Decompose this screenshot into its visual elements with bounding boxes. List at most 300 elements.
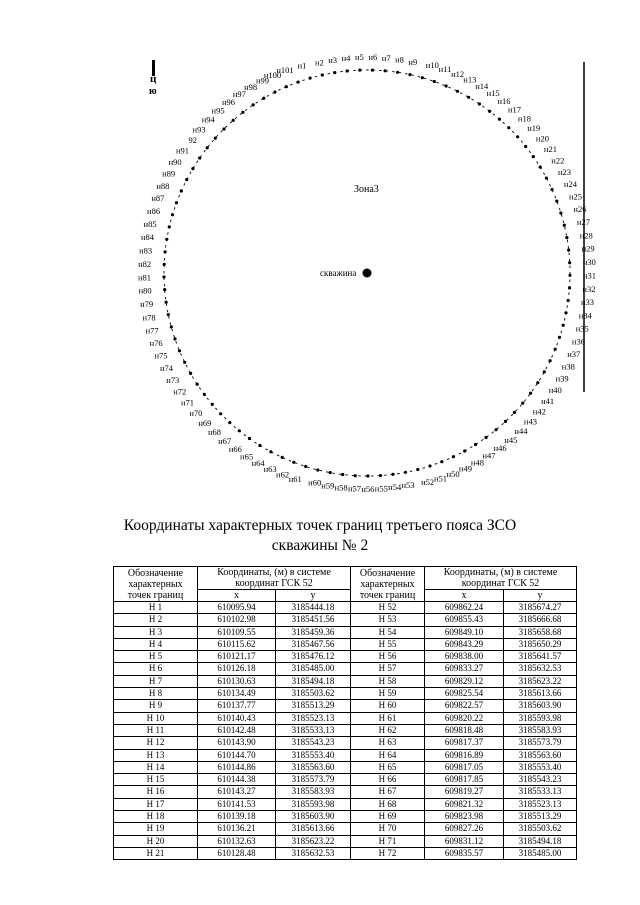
table-cell: 610115.62 (198, 638, 276, 650)
table-cell: 609829.12 (425, 675, 504, 687)
boundary-point-label: н27 (576, 217, 590, 228)
boundary-point (163, 263, 166, 266)
table-cell: Н 16 (114, 786, 198, 798)
table-cell: 609835.57 (425, 847, 504, 859)
boundary-point-label: н78 (142, 312, 156, 323)
boundary-point (170, 325, 173, 328)
boundary-point (285, 85, 288, 88)
table-cell: Н 58 (351, 675, 425, 687)
boundary-point-label: н70 (189, 407, 203, 418)
boundary-point (504, 420, 507, 423)
table-cell: 610144.86 (198, 761, 276, 773)
boundary-point (175, 201, 178, 204)
boundary-point-label: н59 (321, 480, 335, 491)
boundary-point-label: н95 (211, 105, 225, 116)
table-cell: Н 72 (351, 847, 425, 859)
boundary-point-label: н89 (162, 168, 176, 179)
boundary-point (241, 111, 244, 114)
table-row (114, 798, 577, 810)
table-cell: 3185513.29 (504, 811, 577, 823)
boundary-point (297, 81, 300, 84)
boundary-point-label: н19 (527, 123, 541, 134)
boundary-point (262, 97, 265, 100)
table-cell: 3185593.98 (276, 798, 351, 810)
boundary-point (549, 359, 552, 362)
table-cell: 3185583.93 (276, 786, 351, 798)
table-cell: 610121.17 (198, 651, 276, 663)
table-cell: 3185451.56 (276, 614, 351, 626)
boundary-point (408, 73, 411, 76)
table-cell: Н 15 (114, 774, 198, 786)
boundary-point (558, 336, 561, 339)
table-cell: 3185485.00 (504, 847, 577, 859)
table-row (114, 663, 577, 675)
table-cell: 610136.21 (198, 823, 276, 835)
boundary-point (568, 261, 571, 264)
table-cell: 609818.48 (425, 724, 504, 736)
boundary-point (550, 188, 553, 191)
boundary-point (333, 71, 336, 74)
table-cell: 609822.57 (425, 700, 504, 712)
table-cell: 610134.49 (198, 688, 276, 700)
table-row (114, 614, 577, 626)
table-cell: 3185513.29 (276, 700, 351, 712)
table-cell: Н 10 (114, 712, 198, 724)
boundary-point-label: н98 (244, 82, 258, 92)
table-cell: Н 13 (114, 749, 198, 761)
boundary-point (507, 126, 510, 129)
table-cell: Н 61 (351, 712, 425, 724)
boundary-point (178, 349, 181, 352)
col-header-y: y (276, 590, 351, 602)
boundary-point (206, 146, 209, 149)
boundary-point (269, 450, 272, 453)
table-row (114, 626, 577, 638)
boundary-point (567, 299, 570, 302)
col-header-designation-2: Обозначение характерных точек границ (351, 567, 425, 602)
boundary-point (404, 471, 407, 474)
boundary-point-label: н1 (297, 60, 307, 71)
table-row (114, 638, 577, 650)
boundary-point-label: н25 (569, 191, 583, 202)
table-cell: 3185632.53 (276, 847, 351, 859)
table-cell: Н 62 (351, 724, 425, 736)
boundary-point (196, 383, 199, 386)
boundary-point (165, 238, 168, 241)
boundary-point-label: н8 (395, 54, 404, 65)
boundary-point (396, 71, 399, 74)
table-cell: Н 1 (114, 602, 198, 614)
table-row (114, 749, 577, 761)
boundary-point-label: н15 (486, 88, 500, 99)
boundary-point-label: н9 (408, 56, 418, 67)
table-row (114, 675, 577, 687)
table-cell: Н 59 (351, 688, 425, 700)
boundary-point (168, 225, 171, 228)
table-cell: 3185494.18 (504, 835, 577, 847)
boundary-point (484, 436, 487, 439)
table-cell: Н 65 (351, 761, 425, 773)
boundary-point-label: н74 (159, 363, 173, 373)
boundary-point-label: н18 (517, 113, 531, 124)
table-row (114, 688, 577, 700)
boundary-point-label: н3 (328, 54, 338, 65)
boundary-point-label: н77 (145, 325, 159, 336)
boundary-point-label: н69 (198, 417, 212, 428)
boundary-point-label: н4 (341, 53, 351, 63)
table-row (114, 835, 577, 847)
boundary-point (498, 118, 501, 121)
table-cell: 3185650.29 (504, 638, 577, 650)
well-label: скважина (320, 268, 357, 278)
boundary-point (329, 471, 332, 474)
boundary-point-label: н5 (354, 52, 364, 63)
table-row (114, 786, 577, 798)
table-cell: Н 9 (114, 700, 198, 712)
boundary-point (433, 80, 436, 83)
boundary-point (416, 468, 419, 471)
table-cell: Н 4 (114, 638, 198, 650)
table-cell: 610144.38 (198, 774, 276, 786)
table-cell: 609833.27 (425, 663, 504, 675)
boundary-point-label: н73 (166, 374, 180, 385)
table-cell: Н 60 (351, 700, 425, 712)
boundary-point (568, 286, 571, 289)
boundary-point-label: н2 (314, 57, 324, 68)
boundary-point (171, 213, 174, 216)
boundary-point-label: н91 (175, 145, 189, 156)
boundary-point-label: н41 (541, 395, 555, 406)
table-cell: 610130.63 (198, 675, 276, 687)
boundary-point (539, 166, 542, 169)
table-row (114, 761, 577, 773)
boundary-point-label: н56 (361, 484, 375, 494)
table-cell: 3185573.79 (276, 774, 351, 786)
table-cell: 610143.90 (198, 737, 276, 749)
table-cell: 3185503.62 (276, 688, 351, 700)
table-cell: Н 63 (351, 737, 425, 749)
table-row (114, 712, 577, 724)
boundary-point (529, 392, 532, 395)
boundary-point (165, 301, 168, 304)
table-cell: 3185666.68 (504, 614, 577, 626)
table-cell: 3185593.98 (504, 712, 577, 724)
table-row (114, 774, 577, 786)
boundary-point (281, 456, 284, 459)
table-cell: Н 71 (351, 835, 425, 847)
table-cell: 3185641.57 (504, 651, 577, 663)
table-cell: Н 64 (351, 749, 425, 761)
table-cell: Н 52 (351, 602, 425, 614)
boundary-point-label: н29 (581, 243, 595, 254)
table-cell: Н 55 (351, 638, 425, 650)
coordinates-table-body (114, 602, 577, 860)
boundary-point (543, 370, 546, 373)
boundary-point-label: н28 (579, 230, 593, 241)
boundary-point-label: н38 (561, 361, 575, 372)
table-cell: 609825.54 (425, 688, 504, 700)
boundary-point-label: н23 (558, 167, 572, 177)
boundary-point-label: н68 (207, 427, 221, 438)
boundary-point (346, 69, 349, 72)
table-cell: 3185583.93 (504, 724, 577, 736)
boundary-point (452, 455, 455, 458)
table-cell: 609827.26 (425, 823, 504, 835)
boundary-point (445, 84, 448, 87)
table-row (114, 823, 577, 835)
boundary-point-label: н63 (263, 464, 277, 475)
boundary-point-label: н55 (374, 483, 388, 494)
table-cell: Н 6 (114, 663, 198, 675)
boundary-point (185, 178, 188, 181)
boundary-point (211, 403, 214, 406)
boundary-point-label: н96 (221, 97, 235, 107)
boundary-point-label: н79 (140, 299, 154, 309)
boundary-point-label: н6 (368, 52, 378, 63)
col-header-designation: Обозначение характерных точек границ (114, 567, 198, 602)
boundary-point-label: н83 (139, 245, 153, 256)
boundary-point (164, 250, 167, 253)
table-cell: Н 19 (114, 823, 198, 835)
col-header-y-2: y (504, 590, 577, 602)
boundary-point-label: 92 (188, 134, 197, 145)
boundary-point (421, 76, 424, 79)
boundary-point-label: н75 (154, 350, 168, 361)
table-cell: 610128.48 (198, 847, 276, 859)
boundary-point-label: н67 (218, 435, 232, 446)
table-cell: Н 7 (114, 675, 198, 687)
boundary-point-label: н50 (446, 468, 460, 479)
boundary-point-label: н46 (493, 443, 507, 453)
table-cell: Н 2 (114, 614, 198, 626)
boundary-point-label: н7 (381, 52, 391, 63)
table-cell: 3185573.79 (504, 737, 577, 749)
boundary-point (565, 236, 568, 239)
table-cell: 609831.12 (425, 835, 504, 847)
table-cell: Н 56 (351, 651, 425, 663)
boundary-point (198, 156, 201, 159)
table-row (114, 847, 577, 859)
table-cell: 3185444.18 (276, 602, 351, 614)
table-cell: 609855.43 (425, 614, 504, 626)
table-cell: 609817.85 (425, 774, 504, 786)
table-cell: 609819.27 (425, 786, 504, 798)
boundary-point (478, 102, 481, 105)
table-cell: 3185658.68 (504, 626, 577, 638)
table-cell: 610143.27 (198, 786, 276, 798)
boundary-point (292, 461, 295, 464)
boundary-point-label: н54 (388, 482, 402, 493)
boundary-point (379, 474, 382, 477)
boundary-point (384, 69, 387, 72)
boundary-point-label: н24 (563, 179, 577, 190)
boundary-point (554, 348, 557, 351)
table-cell: Н 8 (114, 688, 198, 700)
table-cell: 3185674.27 (504, 602, 577, 614)
col-header-coordinates: Координаты, (м) в системе координат ГСК 52 (198, 567, 351, 590)
boundary-point-label: н21 (543, 144, 557, 155)
table-cell: 609817.05 (425, 761, 504, 773)
boundary-point (562, 324, 565, 327)
table-cell: 609838.00 (425, 651, 504, 663)
table-cell: 3185632.53 (504, 663, 577, 675)
boundary-point-label: н82 (138, 258, 152, 269)
boundary-point-label: н86 (147, 206, 161, 216)
boundary-point (494, 428, 497, 431)
table-cell: Н 21 (114, 847, 198, 859)
left-edge-glyph-top: ц (150, 73, 157, 85)
boundary-point-label: н61 (288, 473, 302, 484)
boundary-point (162, 275, 165, 278)
table-cell: 610102.98 (198, 614, 276, 626)
boundary-point-label: н33 (581, 297, 595, 308)
boundary-point-label: н100 (263, 69, 282, 80)
boundary-point-label: н32 (582, 283, 596, 294)
table-cell: Н 5 (114, 651, 198, 663)
boundary-point-label: н64 (251, 458, 265, 469)
boundary-point (321, 73, 324, 76)
boundary-point (516, 135, 519, 138)
table-cell: 3185523.13 (504, 798, 577, 810)
boundary-point-label: н43 (523, 416, 537, 427)
boundary-point (258, 444, 261, 447)
boundary-point (354, 474, 357, 477)
boundary-point (568, 274, 571, 277)
boundary-point (391, 473, 394, 476)
boundary-point (173, 337, 176, 340)
table-cell: 609823.98 (425, 811, 504, 823)
table-cell: 610109.55 (198, 626, 276, 638)
table-cell: 3185563.60 (276, 761, 351, 773)
boundary-point-label: н26 (573, 204, 587, 215)
boundary-point-label: н37 (567, 349, 581, 359)
table-cell: Н 11 (114, 724, 198, 736)
boundary-point-label: н34 (578, 310, 592, 321)
boundary-point (467, 96, 470, 99)
col-header-x: x (198, 590, 276, 602)
boundary-point (252, 103, 255, 106)
coordinates-table (113, 566, 577, 860)
boundary-point-label: н11 (438, 64, 452, 75)
table-cell: Н 53 (351, 614, 425, 626)
boundary-point (189, 372, 192, 375)
boundary-point (567, 249, 570, 252)
boundary-point-label: н85 (143, 219, 157, 229)
boundary-point (366, 474, 369, 477)
table-cell: Н 18 (114, 811, 198, 823)
table-cell: 3185543.23 (276, 737, 351, 749)
boundary-point-label: н71 (180, 397, 194, 408)
boundary-point (463, 449, 466, 452)
boundary-point (248, 437, 251, 440)
boundary-point (545, 177, 548, 180)
boundary-point (341, 473, 344, 476)
table-cell: 3185533.13 (276, 724, 351, 736)
table-cell: Н 54 (351, 626, 425, 638)
table-cell: Н 69 (351, 811, 425, 823)
boundary-point-label: н76 (149, 338, 163, 349)
boundary-point (219, 412, 222, 415)
table-cell: Н 57 (351, 663, 425, 675)
boundary-point-label: н101 (276, 64, 294, 75)
boundary-point-label: н36 (571, 336, 585, 347)
boundary-point (555, 200, 558, 203)
table-cell: 610144.70 (198, 749, 276, 761)
boundary-point-label: н12 (451, 69, 465, 80)
table-cell: 3185523.13 (276, 712, 351, 724)
boundary-point-label: н16 (497, 95, 511, 106)
table-row (114, 811, 577, 823)
boundary-point-label: н88 (156, 180, 170, 191)
table-cell: 610140.43 (198, 712, 276, 724)
boundary-point (428, 464, 431, 467)
table-row (114, 700, 577, 712)
boundary-point-label: н13 (463, 74, 477, 85)
table-cell: 3185603.90 (276, 811, 351, 823)
boundary-point (456, 90, 459, 93)
boundary-point (222, 127, 225, 130)
table-cell: Н 67 (351, 786, 425, 798)
boundary-point-label: н40 (548, 384, 562, 395)
zone-label: Зона3 (354, 184, 379, 195)
boundary-point (228, 421, 231, 424)
boundary-point-label: н62 (276, 469, 290, 480)
col-header-x-2: x (425, 590, 504, 602)
boundary-point-label: н84 (140, 232, 154, 243)
table-cell: 610132.63 (198, 835, 276, 847)
table-cell: Н 17 (114, 798, 198, 810)
boundary-point-label: н31 (583, 270, 597, 281)
boundary-point (167, 313, 170, 316)
table-cell: 3185459.36 (276, 626, 351, 638)
table-cell: Н 20 (114, 835, 198, 847)
table-cell: 3185553.40 (276, 749, 351, 761)
table-cell: 3185623.22 (276, 835, 351, 847)
table-cell: 610137.77 (198, 700, 276, 712)
boundary-point (304, 465, 307, 468)
boundary-point (273, 91, 276, 94)
boundary-point (536, 381, 539, 384)
table-cell: 3185533.13 (504, 786, 577, 798)
table-cell: 609821.32 (425, 798, 504, 810)
boundary-point-label: н81 (137, 272, 151, 283)
table-cell: 3185553.40 (504, 761, 577, 773)
boundary-point-label: н65 (240, 451, 254, 462)
boundary-point-label: н51 (434, 473, 448, 484)
table-cell: 609817.37 (425, 737, 504, 749)
boundary-point-label: н66 (228, 444, 242, 455)
boundary-point-label: н99 (255, 75, 269, 86)
boundary-point-label: н80 (138, 285, 152, 296)
well-marker (363, 269, 372, 278)
table-title-line2: скважины № 2 (271, 537, 369, 554)
boundary-point (513, 411, 516, 414)
table-cell: 3185613.66 (504, 688, 577, 700)
boundary-point (524, 145, 527, 148)
table-cell: 3185543.23 (504, 774, 577, 786)
boundary-point (183, 361, 186, 364)
boundary-point (563, 224, 566, 227)
boundary-point (532, 155, 535, 158)
boundary-point-label: н57 (347, 483, 362, 494)
table-row (114, 651, 577, 663)
boundary-point (316, 468, 319, 471)
boundary-point (474, 443, 477, 446)
boundary-point (440, 460, 443, 463)
table-row (114, 724, 577, 736)
table-cell: 609843.29 (425, 638, 504, 650)
boundary-point-label: н90 (168, 156, 182, 167)
